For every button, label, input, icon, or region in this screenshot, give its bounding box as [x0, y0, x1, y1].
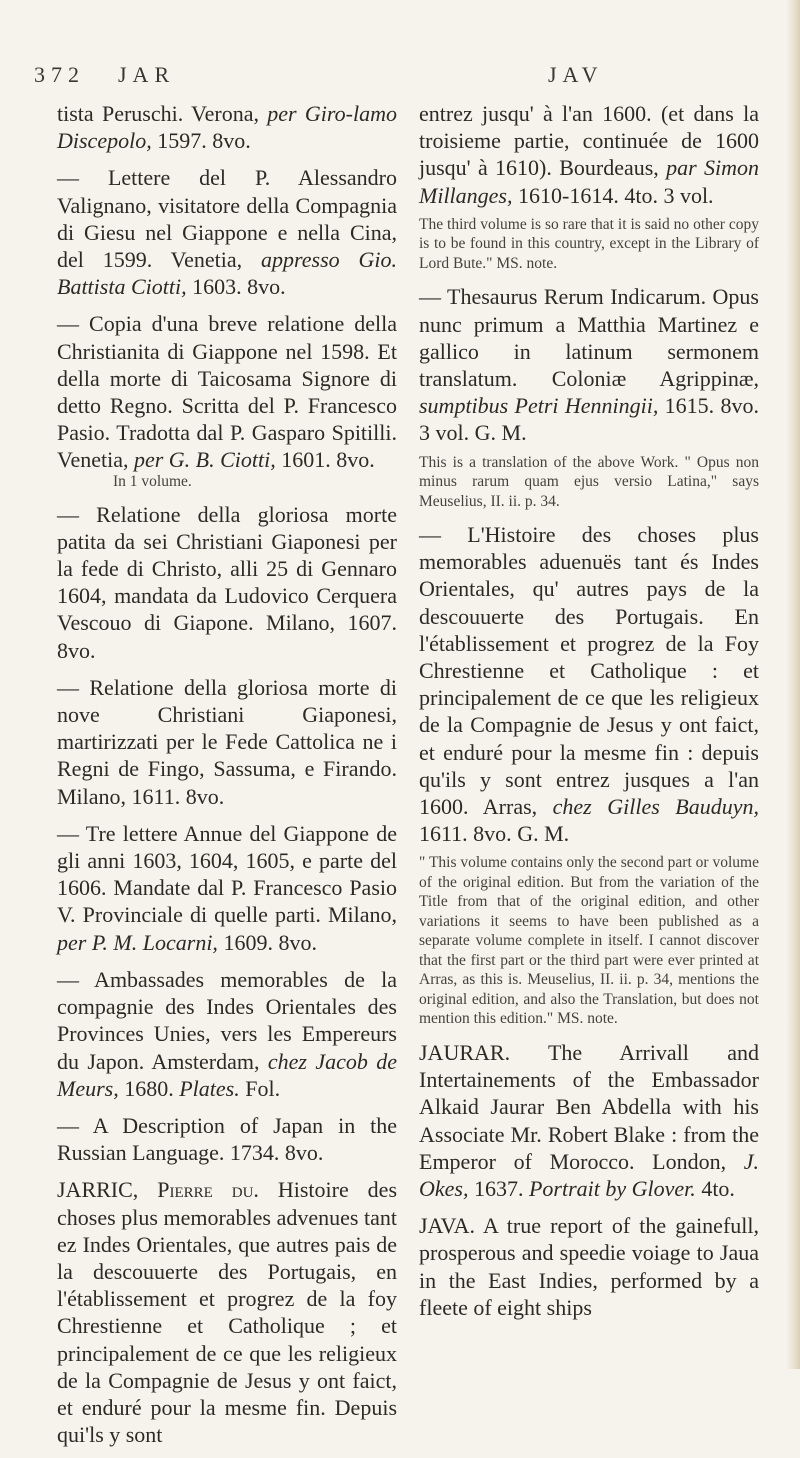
- volume-note: In 1 volume.: [113, 472, 192, 490]
- entry-tre-lettere: — Tre lettere Annue del Giappone de gli anni 1603, 1604, 1605, e parte del 1606. Mandate dal P. Francesco Pasio V. Provinciale di quelle parti. Milano, per P. M. Locarni, 1609. 8vo.: [57, 820, 397, 955]
- running-head-left: JAR: [118, 62, 176, 87]
- left-column: [57, 100, 397, 1458]
- entry-thesaurus: — Thesaurus Rerum Indicarum. Opus nunc primum a Matthia Martinez e gallico in latinum sermonem translatum. Coloniæ Agrippinæ, sumptibus Petri Henningii, 1615. 8vo. 3 vol. G. M.: [419, 284, 759, 446]
- entry-peruschi-verona: tista Peruschi. Verona, per Giro-lamo Discepolo, 1597. 8vo.: [57, 101, 397, 154]
- note-translation: This is a translation of the above Work. " Opus non minus rarum quam ejus versio Latina," says Meuselius, II. ii. p. 34.: [419, 453, 759, 510]
- page-number: 372: [34, 62, 85, 87]
- entry-jaurar: JAURAR. The Arrivall and Intertainements of the Embassador Alkaid Jaurar Ben Abdella with his Associate Mr. Robert Blake : from the Emperor of Morocco. London, J. Okes, 1637. Portrait by Glover. 4to.: [419, 1039, 759, 1201]
- ms-note-third-volume: The third volume is so rare that it is said no other copy is to be found in this country, except in the Library of Lord Bute." MS. note.: [419, 215, 759, 272]
- entry-lettere-valignano: — Lettere del P. Alessandro Valignano, visitatore della Compagnia di Giesu nel Giappone e nella Cina, del 1599. Venetia, appresso Gio. Battista Ciotti, 1603. 8vo.: [57, 165, 397, 300]
- entry-histoire-arras: — L'Histoire des choses plus memorables aduenuës tant és Indes Orientales, qu' autres pays de la descouuerte des Portugais. En l'établissement et progrez de la Foy Chrestienne et Catholique : et principalement de ce que les religieux de la Compagnie de Jesus y ont faict, et enduré pour la mesme fin : depuis qu'ils y sont entrez jusques a l'an 1600. Arras, chez Gilles Bauduyn, 1611. 8vo. G. M.: [419, 522, 759, 847]
- entry-jarric-continued: entrez jusqu' à l'an 1600. (et dans la troisieme partie, continuée de 1600 jusqu' à 1610). Bourdeaus, par Simon Millanges, 1610-1614. 4to. 3 vol.: [419, 101, 759, 208]
- entry-copia-relatione: — Copia d'una breve relatione della Christianita di Giappone nel 1598. Et della morte di Taicosama Signore di detto Regno. Scritta del P. Francesco Pasio. Tradotta dal P. Gasparo Spitilli. Venetia, per G. B. Ciotti, 1601. 8vo.: [57, 311, 397, 473]
- entry-jarric: JARRIC, Pierre du. Histoire des choses plus memorables advenues tant ez Indes Orientales, que autres pais de la descouuerte des Portugais, en l'établissement et progrez de la foy Chrestienne et Catholique ; et principalement de ce que les religieux de la Compagnie de Jesus y ont faict, et enduré pour la mesme fin. Depuis qui'ls y sont: [57, 1177, 398, 1448]
- right-column: [419, 100, 759, 1331]
- page-edge-shadow: [786, 0, 800, 1369]
- entry-relatione-nove: — Relatione della gloriosa morte di nove Christiani Giaponesi, martirizzati per le Fede Cattolica ne i Regni de Fingo, Sassuma, e Firando. Milano, 1611. 8vo.: [57, 674, 397, 809]
- entry-description-japan: — A Description of Japan in the Russian Language. 1734. 8vo.: [57, 1112, 397, 1166]
- entry-relatione-sei: — Relatione della gloriosa morte patita da sei Christiani Giaponesi per la fede di Christo, alli 25 di Gennaro 1604, mandata da Ludovico Cerquera Vescouo di Giapone. Milano, 1607. 8vo.: [57, 501, 397, 663]
- running-head-right: JAV: [548, 62, 604, 87]
- entry-java: JAVA. A true report of the gainefull, prosperous and speedie voiage to Jaua in the East Indies, performed by a fleete of eight ships: [419, 1213, 759, 1320]
- ms-note-second-volume: " This volume contains only the second part or volume of the original edition. But from the variation of the Title from that of the original edition, and other variations it seems to have been published as a separate volume complete in itself. I cannot discover that the first part or the third part were ever printed at Arras, as this is. Meuselius, II. ii. p. 34, mentions the original edition, and also the Translation, but does not mention this edition." MS. note.: [419, 854, 759, 1028]
- entry-ambassades: — Ambassades memorables de la compagnie des Indes Orientales des Provinces Unies, vers les Empereurs du Japon. Amsterdam, chez Jacob de Meurs, 1680. Plates. Fol.: [57, 966, 397, 1101]
